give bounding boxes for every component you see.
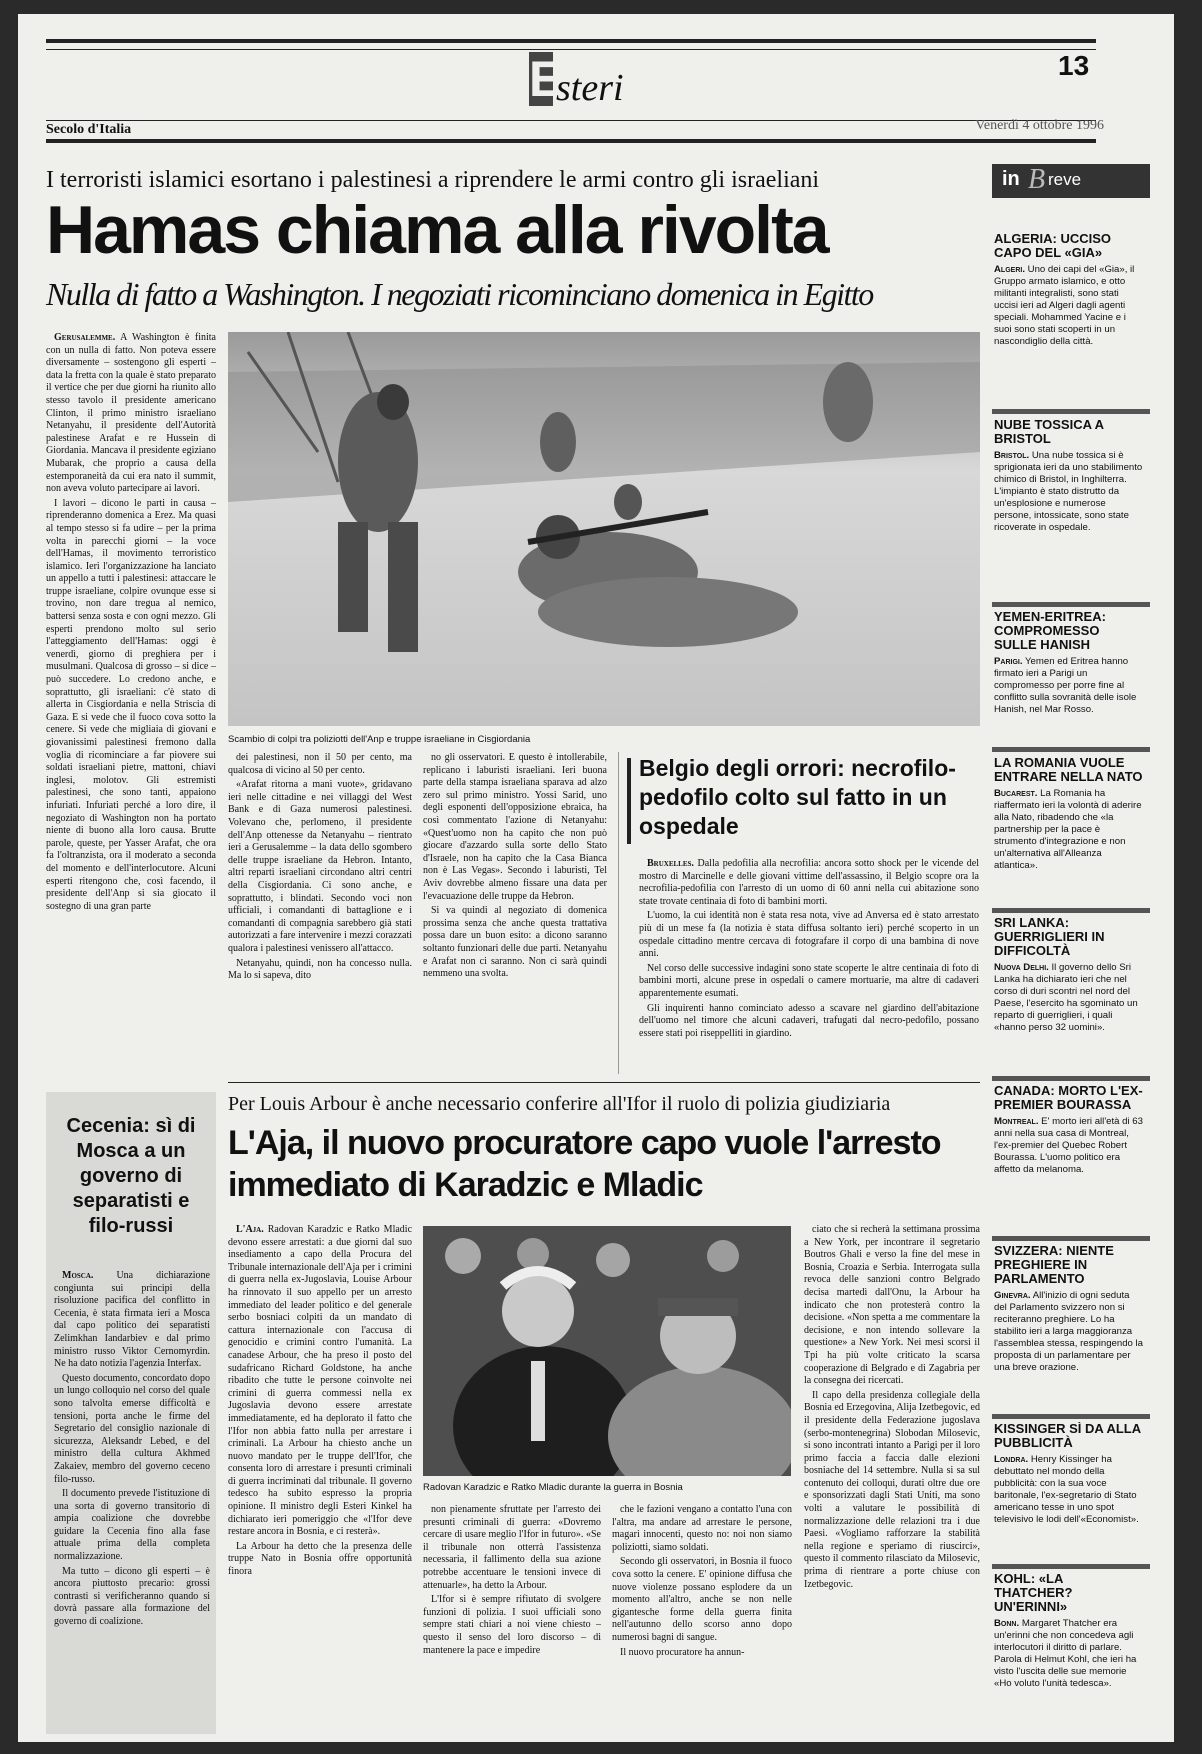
belgio-headline: Belgio degli orrori: necrofilo-pedofilo colto sul fatto in un ospedale [639,755,956,839]
inbreve-logo-in: in [1002,168,1020,190]
paper-name: Secolo d'Italia [46,122,132,137]
brief-text: Henry Kissinger ha debuttato nel mondo della pubblicità: con la sua voce baritonale, l'ex-segretario di Stato americano tesse in uno spot televisivo le lodi dell'«Economist». [994,1454,1139,1525]
aja-rule [228,1082,980,1083]
mast-rule-bottom [46,139,1096,143]
belgio-paragraph: Nel corso delle successive indagini sono state scoperte le altre centinaia di foto di bambini morti, alcune prese in ospedali o camere mortuarie, ma altre di cadaveri apparentemente esumati. [639,962,979,999]
belgio-accent-bar [627,758,631,844]
issue-date: Venerdì 4 ottobre 1996 [975,118,1104,133]
aja-paragraph: che le fazioni vengano a contatto l'una con l'altra, ma andare ad arrestare le persone, magari innocenti, questo no: noi non siamo poliziotti, siamo soldati. [612,1504,792,1553]
cecenia-paragraph: Una dichiarazione congiunta sui principi della risoluzione pacifica del conflitto in Cecenia, è stata firmata ieri a Mosca dal capo politico dei separatisti Zelimkhan Iandarbiev e dal primo ministro russo Viktor Cernomyrdin. Ne ha dato notizia l'agenzia Interfax. [54,1270,210,1370]
brief-title: ALGERIA: UCCISO CAPO DEL «GIA» [994,232,1111,260]
brief-separator [992,602,1150,607]
brief-dateline: Nuova Delhi. [994,962,1049,973]
aja-paragraph: Radovan Karadzic e Ratko Mladic devono essere arrestati: a due giorni dal suo insediamento a capo della Procura del Tribunale internazionale dell'Aja per i crimini di guerra nella ex-Jugoslavia, Louise Arbour ha rinnovato il suo appello per un arresto immediato del leader politico e del generale serbo bosniaci colpiti da un mandato di cattura internazionale con l'accusa di genocidio e crimini contro l'umanità. La canadese Arbour, che ha preso il posto del sudafricano Richard Goldstone, ha anche ribadito che tutte le persone coinvolte nei crimini di guerra commessi nella ex Jugoslavia devono essere arrestate immediatamente, ed ha deplorato il fatto che l'Ifor non abbia fatto nulla per arrestare i criminali. La Arbour ha chiesto anche un nuovo mandato per le truppe dell'Ifor, che consenta loro di arrestare i presunti criminali di guerra incriminati dal tribunale. Il governo tedesco ha subito espresso la propria opinione. Il ministro degli Esteri Kinkel ha dichiarato ieri pomeriggio che «l'Ifor deve restare ancora in Bosnia, e ci resterà». [228,1224,412,1538]
lead-paragraph: «Arafat ritorna a mani vuote», gridavano ieri nelle cittadine e nei villaggi del West Bank e di Gaza numerosi palestinesi. Volevano che, perlomeno, il presidente dell'Anp ottenesse da Netanyahu – rientrato ieri a Gerusalemme – la data dello sgombero delle truppe israeliane da Hebron. Intanto, altri reparti israeliani circondano altri centri della Cisgiordania. Ci sono anche, e soprattutto, i blindati. Secondo voci non ufficiali, i comandanti di battaglione e i comandanti di compagnia sarebbero già stati autorizzati a fare intervenire i mezzi corazzati qualora i palestinesi venissero all'attacco. [228,779,412,954]
aja-column-1 [228,1224,412,1734]
brief-title: YEMEN-ERITREA: COMPROMESSO SULLE HANISH [994,610,1106,652]
brief-dateline: Bucarest. [994,788,1038,799]
lead-paragraph: dei palestinesi, non il 50 per cento, ma qualcosa di vicino al 50 per cento. [228,752,412,776]
lead-paragraph: no gli osservatori. E questo è intollerabile, replicano i laburisti israeliani. Ieri buona parte della stampa israeliana sparava ad alzo zero sul primo ministro. Yossi Sarid, uno degli esponenti dell'opposizione ebraica, ha così commentato l'azione di Netanyahu: «Quest'uomo non ha capito che non può giocare d'azzardo sulla sorte dello Stato d'Israele, non ha capito che la Casa Bianca non è Las Vegas». Secondo i laburisti, Tel Aviv dovrebbe almeno fissare una data per l'evacuazione delle truppe da Hebron. [423,752,607,902]
brief-item [994,418,1144,600]
brief-item [994,1422,1144,1562]
brief-separator [992,1236,1150,1241]
cecenia-paragraph: Ma tutto – dicono gli esperti – è ancora piuttosto precario: grossi contrasti si verificheranno quando si dovrà passare alla formazione del governo di coalizione. [54,1565,210,1628]
lead-dateline: Gerusalemme. [54,332,116,343]
inbreve-logo-rest: reve [1048,170,1082,189]
brief-dateline: Montreal. [994,1116,1039,1127]
brief-item [994,610,1144,744]
belgio-paragraph: L'uomo, la cui identità non è stata resa nota, vive ad Anversa ed è stato arrestato più di un mese fa (la notizia è stata diffusa soltanto ieri) perché scoperto in un ospedale cittadino mentre cercava di fotografare il corpo di una bambina di nove anni. [639,910,979,960]
brief-dateline: Bristol. [994,450,1030,461]
brief-title: CANADA: MORTO L'EX-PREMIER BOURASSA [994,1084,1143,1112]
brief-title: SRI LANKA: GUERRIGLIERI IN DIFFICOLTÀ [994,916,1105,958]
belgio-paragraph: Gli inquirenti hanno cominciato adesso a scavare nel giardino dell'abitazione dell'uomo nel timore che alcuni cadaveri, trafugati dal necro-pedofilo, possano essere stati poi riseppelliti in giardino. [639,1002,979,1039]
brief-text: Uno dei capi del «Gia», il Gruppo armato islamico, e otto militanti integralisti, sono stati uccisi ieri ad Algeri dagli agenti speciali. Mohammed Yacine e i suoi sono stati scoperti in un nascondiglio della città. [994,264,1135,347]
brief-item [994,916,1144,1074]
cecenia-box [46,1092,216,1734]
brief-text: Una nube tossica si è sprigionata ieri da uno stabilimento chimico di Bristol, in Inghilterra. L'impianto è stato distrutto da un'esplosione e numerose persone, intossicate, sono state ricoverate in ospedale. [994,450,1143,533]
cecenia-body [54,1270,210,1730]
lead-column-1 [46,332,216,1074]
belgio-paragraph: Dalla pedofilia alla necrofilia: ancora sotto shock per le vicende del mostro di Marcinelle e delle giovani vittime dell'assassino, il Belgio scopre ora la necrofilia-pedofilia con l'arresto di un uomo di 60 anni nella cui abitazione sono state trovate centinaia di foto di bambini morti. [639,858,979,907]
brief-separator [992,1564,1150,1569]
aja-paragraph: non pienamente sfruttate per l'arresto dei presunti criminali di guerra: «Dovremo cercare di usare meglio l'Ifor in futuro». «Se il tribunale non otterrà l'assistenza necessaria, il fallimento della sua azione potrebbe accentuare le tensioni invece di attenuarle», ha detto la Arbour. [423,1504,601,1591]
cecenia-headline: Cecenia: sì di Mosca a un governo di separatisti e filo-russi [66,1115,196,1237]
lead-paragraph: Netanyahu, quindi, non ha concesso nulla. Ma lo si sapeva, dito [228,957,412,982]
brief-separator [992,747,1150,752]
aja-paragraph: Il nuovo procuratore ha annun- [620,1646,745,1658]
aja-photo-caption: Radovan Karadzic e Ratko Mladic durante la guerra in Bosnia [423,1482,683,1493]
lead-column-2 [228,752,412,1074]
lead-paragraph: I lavori – dicono le parti in causa – riprenderanno domenica a Erez. Ma quasi al tempo stesso si fa udire – per la prima volta in parecchi giorni – la voce dell'Hamas, il movimento terroristico islamico. Ieri l'organizzazione ha lanciato un appello a tutti i palestinesi: attaccare le truppe israeliane, colpire ovunque esse si trovino, non dare tregua al nemico, battersi senza sosta e con ogni mezzo. Gli esperti prendono molto sul serio l'atteggiamento dell'Hamas: oggi è venerdì, giorno di preghiera per i musulmani. Qualcosa di grosso – si dice – può succedere. Lo credono anche, e soprattutto, gli israeliani: c'è stato di allerta in Cisgiordania e nella Striscia di Gaza. E si vede che il fuoco cova sotto la cenere. Si vede che migliaia di giovani e giovanissimi palestinesi fremono dalla voglia di ricominciare a far piovere sui soldati israeliani pietre, mattoni, chiavi inglesi, molotov. Gli estremisti palestinesi, che sono tanti, appaiono infuriati. Infuriati perché a loro dire, il negoziato di Washington non ha portato niente di buono alla loro causa. Brutte parole, queste, per Yasser Arafat, che ora fa l'oltranzista, ora il moderato a seconda del momento e dell'interlocutore. Alcuni esperti ritengono che, così facendo, il presidente dell'Anp si sia giocato il sostegno di una gran parte [46,497,216,912]
aja-paragraph: L'Ifor si è sempre rifiutato di svolgere funzioni di polizia. I suoi ufficiali sono sempre stati chiari a noi viene chiesto – questo il senso del loro discorso – di mantenere la pace e impedire [423,1594,601,1656]
brief-item [994,756,1144,906]
lead-headline: Hamas chiama alla rivolta [46,192,828,268]
brief-text: E' morto ieri all'età di 63 anni nella sua casa di Montreal, l'ex-premier del Quebec Robert Bourassa. L'uomo politico era affetto da melanoma. [994,1116,1143,1175]
brief-item [994,1084,1144,1234]
top-rule-thin [46,49,1096,50]
brief-separator [992,1076,1150,1081]
brief-item [994,1244,1144,1412]
aja-kicker: Per Louis Arbour è anche necessario conferire all'Ifor il ruolo di polizia giudiziaria [228,1093,891,1115]
brief-title: SVIZZERA: NIENTE PREGHIERE IN PARLAMENTO [994,1244,1114,1286]
aja-paragraph: ciato che si recherà la settimana prossima a New York, per incontrare il segretario Boutros Ghali e verso la fine del mese in Bosnia, Croazia e Serbia. Interrogata sulla revoca delle sanzioni contro Belgrado decisa martedì dall'Onu, la Arbour ha indicato che non protesterà contro la decisione. «Non spetta a me commentare la decisione, e non intendo sollevare la questione» a New York. Nei mesi scorsi il Tpi ha più volte criticato la scarsa cooperazione di Belgrado e di Zagabria per la consegna dei ricercati. [804,1224,980,1387]
lead-subhead: Nulla di fatto a Washington. I negoziati ricominciano domenica in Egitto [46,276,873,312]
brief-text: Margaret Thatcher era un'erinni che non concedeva agli interlocutori il diritto di parlare. Parola di Helmut Kohl, che ieri ha visto l'uscita delle sue memorie «Ho voluto l'unità tedesca». [994,1618,1137,1689]
aja-paragraph: Secondo gli osservatori, in Bosnia il fuoco cova sotto la cenere. E' opinione diffusa che nuove violenze possano esplodere da un momento all'altro, anche se non nelle gigantesche forme della guerra finita nell'autunno dello scorso anno dopo numerosi bagni di sangue. [612,1556,792,1643]
brief-dateline: Bonn. [994,1618,1020,1629]
brief-title: KISSINGER SÌ DA ALLA PUBBLICITÀ [994,1422,1141,1450]
brief-dateline: Parigi. [994,656,1023,667]
lead-paragraph: A Washington è finita con un nulla di fatto. Non poteva essere diversamente – sostengono gli esperti – data la fretta con la quale è stato preparato il vertice che per due giorni ha riunito allo stesso tavolo il presidente americano Clinton, il primo ministro israeliano Netanyahu, il presidente dell'Autorità palestinese Arafat e re Hussein di Giordania. Mancava il presidente egiziano Mubarak, che proprio a causa della estemporaneità da cui era nato il summit, non aveva voluto partecipare ai lavori. [46,332,216,495]
aja-column-4 [804,1224,980,1734]
inbreve-logo [992,164,1150,198]
belgio-dateline: Bruxelles. [647,858,694,869]
section-title: steri [556,67,624,109]
brief-text: Yemen ed Eritrea hanno firmato ieri a Parigi un compromesso per porre fine al conflitto sulla sovranità delle isole Hanish, nel Mar Rosso. [994,656,1137,715]
brief-item [994,1572,1144,1738]
brief-dateline: Ginevra. [994,1290,1031,1301]
belgio-box [618,752,981,1074]
soldiers-photo-graphic [228,332,980,726]
brief-dateline: Algeri. [994,264,1025,275]
cecenia-paragraph: Questo documento, concordato dopo un lungo colloquio nel corso del quale sono talvolta emerse difficoltà e tensioni, porta anche le firme del Segretario del consiglio nazionale di sicurezza, Aleksandr Lebed, e del ministro della cultura Akhmed Zakaiev, membro del governo ceceno filo-russo. [54,1372,210,1485]
brief-separator [992,1414,1150,1419]
lead-photo [228,332,980,726]
section-initial: E [529,51,563,107]
cecenia-paragraph: Il documento prevede l'istituzione di una sorta di governo transitorio di ampia coalizione che dovrebbe guidare la Cecenia fino alla fase attuale prima della completa normalizzazione. [54,1488,210,1563]
aja-column-2 [423,1504,601,1734]
brief-item [994,232,1144,406]
cecenia-dateline: Mosca. [62,1270,94,1281]
aja-paragraph: Il capo della presidenza collegiale della Bosnia ed Erzegovina, Alija Izetbegovic, ed il presidente della Federazione jugoslava (serbo-montenegrina) Slobodan Milosevic, si sono incontrati intanto a Parigi per il loro primo faccia a faccia dalle elezioni bosniache del 14 settembre. Nulla si sa sul contenuto dei colloqui, durati oltre due ore e sponsorizzati dagli Stati Uniti, ma sono volti a valutare le possibilità di normalizzazione delle relazioni tra i due Paesi. «Vogliamo rafforzare la stabilità nella regione e speriamo di riuscirci», questo il commento rilasciato da Milosevic, prima di rientrare a porte chiuse con Izetbegovic. [804,1389,980,1590]
aja-paragraph: La Arbour ha detto che la presenza delle truppe Nato in Bosnia offre opportunità finora [228,1540,412,1578]
top-rule [46,39,1096,43]
aja-column-3 [612,1504,792,1734]
belgio-body [639,858,979,1072]
brief-separator [992,409,1150,414]
page-number: 13 [1058,50,1090,81]
brief-title: KOHL: «LA THATCHER? UN'ERINNI» [994,1572,1073,1614]
aja-dateline: L'Aja. [236,1224,264,1235]
mast-rule [46,120,1096,121]
brief-text: La Romania ha riaffermato ieri la volontà di aderire alla Nato, ribadendo che «la partnership per la pace è strumento d'integrazione e non un'alternativa all'Alleanza atlantica». [994,788,1142,871]
brief-title: NUBE TOSSICA A BRISTOL [994,418,1104,446]
lead-paragraph: Si va quindi al negoziato di domenica prossima senza che anche questa trattativa possa dare un buon esito: a dicono saranno soltanto funzionari delle due parti. Netanyahu e Arafat non ci saranno. Non ci sarà quindi nemmeno una svolta. [423,905,607,980]
aja-photo [423,1226,791,1476]
brief-dateline: Londra. [994,1454,1029,1465]
aja-headline: L'Aja, il nuovo procuratore capo vuole l'arresto immediato di Karadzic e Mladic [228,1124,941,1204]
lead-kicker: I terroristi islamici esortano i palestinesi a riprendere le armi contro gli israeliani [46,167,820,193]
lead-column-3 [423,752,607,1074]
inbreve-logo-b: B [1028,164,1046,195]
karadzic-mladic-photo-graphic [423,1226,791,1476]
brief-text: Il governo dello Sri Lanka ha dichiarato ieri che nel corso di duri scontri nel nord del Paese, l'esercito ha sgominato un reparto di guerriglieri, i quali «hanno perso 32 uomini». [994,962,1138,1033]
section-initial-block [529,51,563,107]
brief-title: LA ROMANIA VUOLE ENTRARE NELLA NATO [994,756,1143,784]
brief-separator [992,908,1150,913]
newspaper-page [18,14,1174,1742]
brief-text: All'inizio di ogni seduta del Parlamento svizzero non si reciteranno preghiere. Lo ha stabilito ieri a larga maggioranza l'assemblea stessa, respingendo la proposta di un parlamentare per una breve orazione. [994,1290,1144,1373]
lead-photo-caption: Scambio di colpi tra poliziotti dell'Anp e truppe israeliane in Cisgiordania [228,734,531,745]
